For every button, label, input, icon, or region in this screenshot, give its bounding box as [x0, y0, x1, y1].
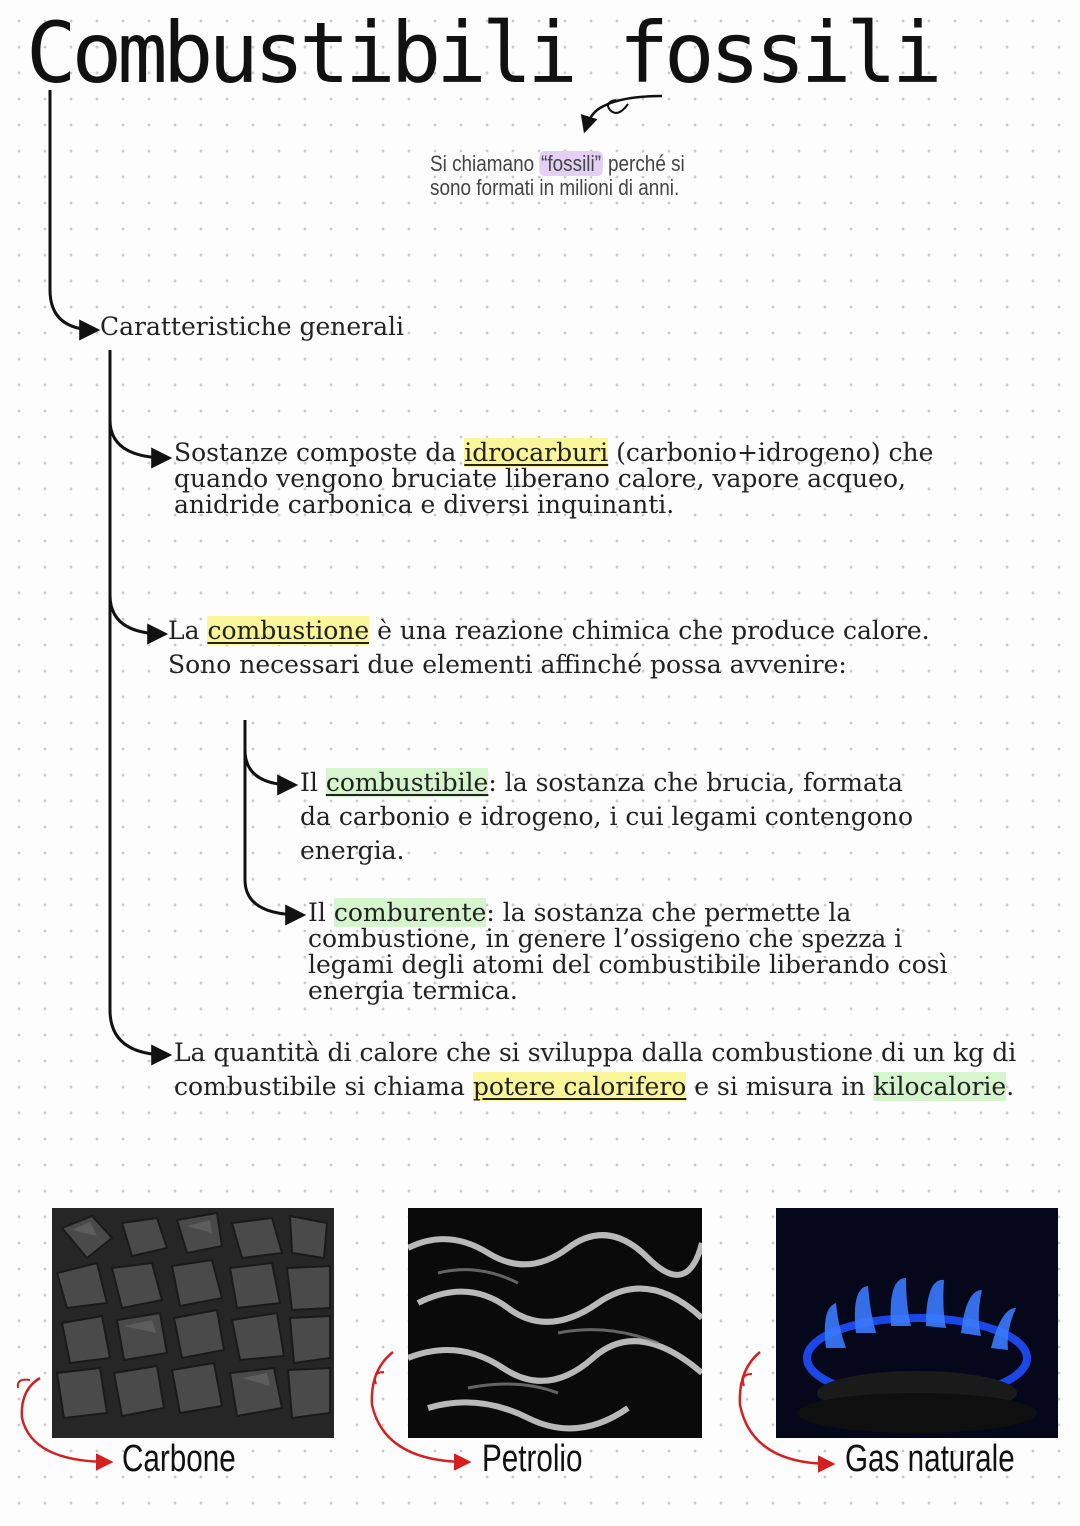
paragraph-combustione [168, 614, 938, 682]
caption-carbone: Carbone [122, 1438, 236, 1480]
paragraph-potere-calorifero [174, 1036, 1054, 1104]
text: : la sostanza che permette la combustione, in genere l’ossigeno che spezza i legami degli atomi del combustibile liberando così energia termica. [308, 898, 948, 1005]
term-potere-calorifero: potere calorifero [472, 1072, 687, 1101]
text: La [168, 616, 208, 645]
gas-flame-photo [776, 1208, 1058, 1438]
text: è una reazione chimica che produce calore. Sono necessari due elementi affinché possa avvenire: [168, 616, 930, 679]
text: (carbonio+idrogeno) che quando vengono bruciate liberano calore, vapore acqueo, anidride carbonica e diversi inquinanti. [174, 438, 934, 519]
coal-photo [52, 1208, 334, 1438]
section-heading: Caratteristiche generali [100, 312, 404, 341]
caption-gas-naturale: Gas naturale [845, 1438, 1015, 1480]
note-text: Si chiamano [430, 151, 540, 176]
term-idrocarburi: idrocarburi [464, 438, 609, 467]
coal-image [52, 1208, 334, 1438]
fossil-note [430, 152, 714, 200]
page-title: Combustibili fossili [26, 4, 938, 102]
term-combustione: combustione [207, 616, 370, 645]
oil-photo [408, 1208, 702, 1438]
term-kilocalorie: kilocalorie [873, 1072, 1007, 1101]
note-highlight: “fossili” [541, 151, 602, 176]
text: e si misura in [686, 1072, 874, 1101]
oil-image [408, 1208, 702, 1438]
caption-petrolio: Petrolio [482, 1438, 583, 1480]
text: Il [308, 898, 334, 927]
text: Sostanze composte da [174, 438, 465, 467]
gas-flame-image [776, 1208, 1058, 1438]
note-text-end: perché si sono formati in milioni di anni. [430, 151, 685, 200]
term-combustibile: combustibile [325, 768, 489, 797]
text: . [1006, 1072, 1015, 1101]
text: La quantità di calore che si sviluppa dalla combustione di un kg di combustibile si chiama [174, 1038, 1017, 1101]
paragraph-combustibile [300, 766, 940, 868]
text: : la sostanza che brucia, formata da carbonio e idrogeno, i cui legami contengono energia. [300, 768, 914, 865]
paragraph-comburente [308, 900, 968, 1004]
paragraph-idrocarburi [174, 440, 974, 518]
term-comburente: comburente [333, 898, 487, 927]
text: Il [300, 768, 326, 797]
